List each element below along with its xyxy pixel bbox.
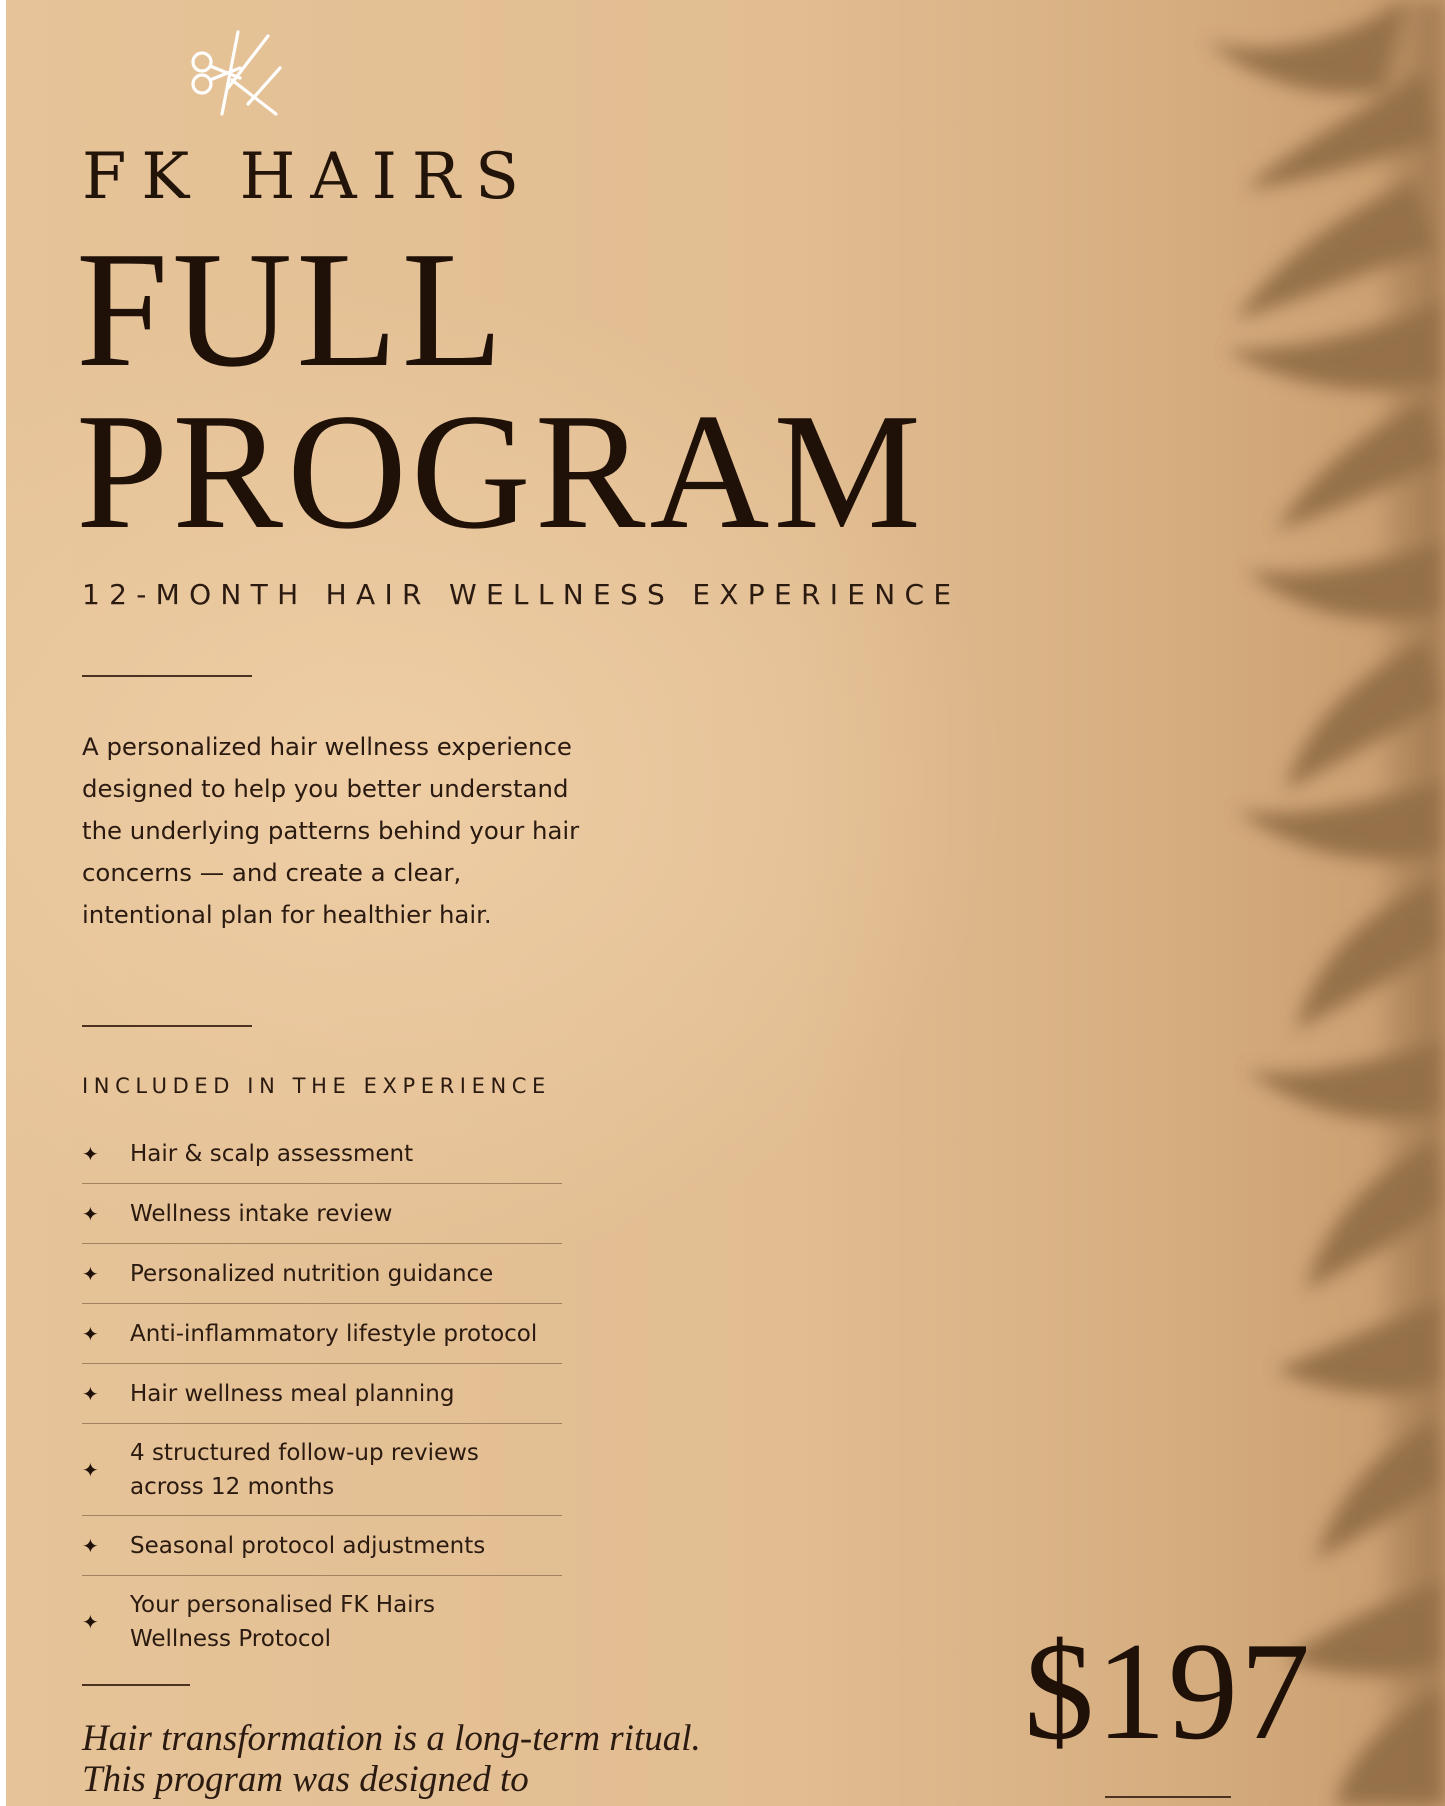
four-point-star-icon: ✦ — [82, 1141, 99, 1166]
list-item — [82, 1124, 562, 1184]
list-item — [82, 1516, 562, 1576]
list-item — [82, 1244, 562, 1304]
list-item-label: Seasonal protocol adjustments — [130, 1532, 486, 1559]
brand-name: FK HAIRS — [82, 140, 534, 214]
four-point-star-icon: ✦ — [82, 1610, 99, 1634]
divider — [82, 675, 252, 677]
list-item-label: Anti-inflammatory lifestyle protocol — [130, 1320, 538, 1347]
price-underline — [1105, 1796, 1231, 1798]
four-point-star-icon: ✦ — [82, 1381, 99, 1406]
tagline — [82, 1718, 722, 1800]
divider — [82, 1025, 252, 1027]
program-headline — [76, 217, 926, 563]
list-item — [82, 1184, 562, 1244]
leaf-shadow-decoration — [1045, 0, 1445, 1806]
included-list — [82, 1124, 562, 1668]
headline-line-2: PROGRAM — [76, 379, 926, 563]
tagline-line-1: Hair transformation is a long-term ritual. — [82, 1718, 701, 1759]
four-point-star-icon: ✦ — [82, 1201, 99, 1226]
four-point-star-icon: ✦ — [82, 1321, 99, 1346]
scissors-k-monogram-icon — [188, 28, 284, 120]
four-point-star-icon: ✦ — [82, 1457, 99, 1482]
headline-line-1: FULL — [76, 217, 507, 401]
list-item-label: Wellness intake review — [130, 1200, 393, 1227]
list-item-label: Your personalised FK Hairs Wellness Protocol — [130, 1592, 436, 1652]
list-item — [82, 1364, 562, 1424]
included-heading: INCLUDED IN THE EXPERIENCE — [82, 1074, 551, 1098]
list-item-label: Personalized nutrition guidance — [130, 1260, 494, 1287]
left-border — [0, 0, 6, 1806]
list-item-label: 4 structured follow-up reviews across 12 months — [130, 1439, 479, 1500]
divider — [82, 1684, 190, 1686]
list-item — [82, 1576, 562, 1668]
list-item — [82, 1304, 562, 1364]
list-item — [82, 1424, 562, 1516]
list-item-label: Hair & scalp assessment — [130, 1140, 414, 1167]
tagline-line-2: This program was designed to — [82, 1759, 529, 1800]
price: $197 — [1024, 1614, 1312, 1769]
program-description: A personalized hair wellness experience designed to help you better understand the underlying patterns behind your hair concerns — and create a clear, intentional plan for healthier hair. — [82, 732, 580, 929]
four-point-star-icon: ✦ — [82, 1533, 99, 1558]
program-subtitle: 12-MONTH HAIR WELLNESS EXPERIENCE — [82, 578, 961, 611]
four-point-star-icon: ✦ — [82, 1261, 99, 1286]
list-item-label: Hair wellness meal planning — [130, 1380, 455, 1407]
